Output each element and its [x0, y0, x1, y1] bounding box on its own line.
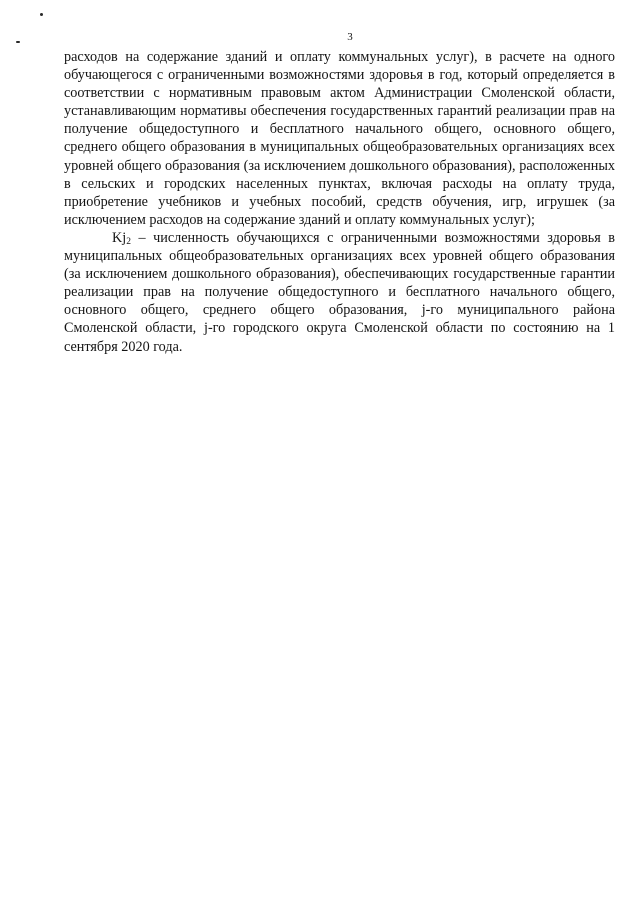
variable-definition-text: – численность обучающихся с ограниченными возможностями здоровья в муниципальных общеобразовательных организациях всех уровней общего образования (за исключением дошкольного образования), обеспечивающих государственные гарантии реализации прав на получение общедоступного и бесплатного начального общего, основного общего, среднего общего образования, j-го муниципального района Смоленской области, j-го городского округа Смоленской области по состоянию на 1 сентября 2020 года. — [64, 229, 615, 355]
document-body — [64, 48, 615, 356]
page-number: 3 — [347, 31, 353, 43]
variable-subscript: 2 — [126, 236, 131, 247]
paragraph-continuation: расходов на содержание зданий и оплату коммунальных услуг), в расчете на одного обучающегося с ограниченными возможностями здоровья в год, который определяется в соответствии с нормативным правовым актом Администрации Смоленской области, устанавливающим нормативы обеспечения государственных гарантий реализации прав на получение общедоступного и бесплатного начального общего, основного общего, среднего общего образования в муниципальных общеобразовательных организациях всех уровней общего образования (за исключением дошкольного образования), расположенных в сельских и городских населенных пунктах, включая расходы на оплату труда, приобретение учебников и учебных пособий, средств обучения, игр, игрушек (за исключением расходов на содержание зданий и оплату коммунальных услуг); — [64, 49, 615, 228]
variable-symbol: Kj — [112, 229, 127, 246]
paragraph-kj2-definition — [64, 229, 615, 356]
scan-speck-left — [16, 41, 20, 43]
scan-speck-top — [40, 13, 43, 16]
